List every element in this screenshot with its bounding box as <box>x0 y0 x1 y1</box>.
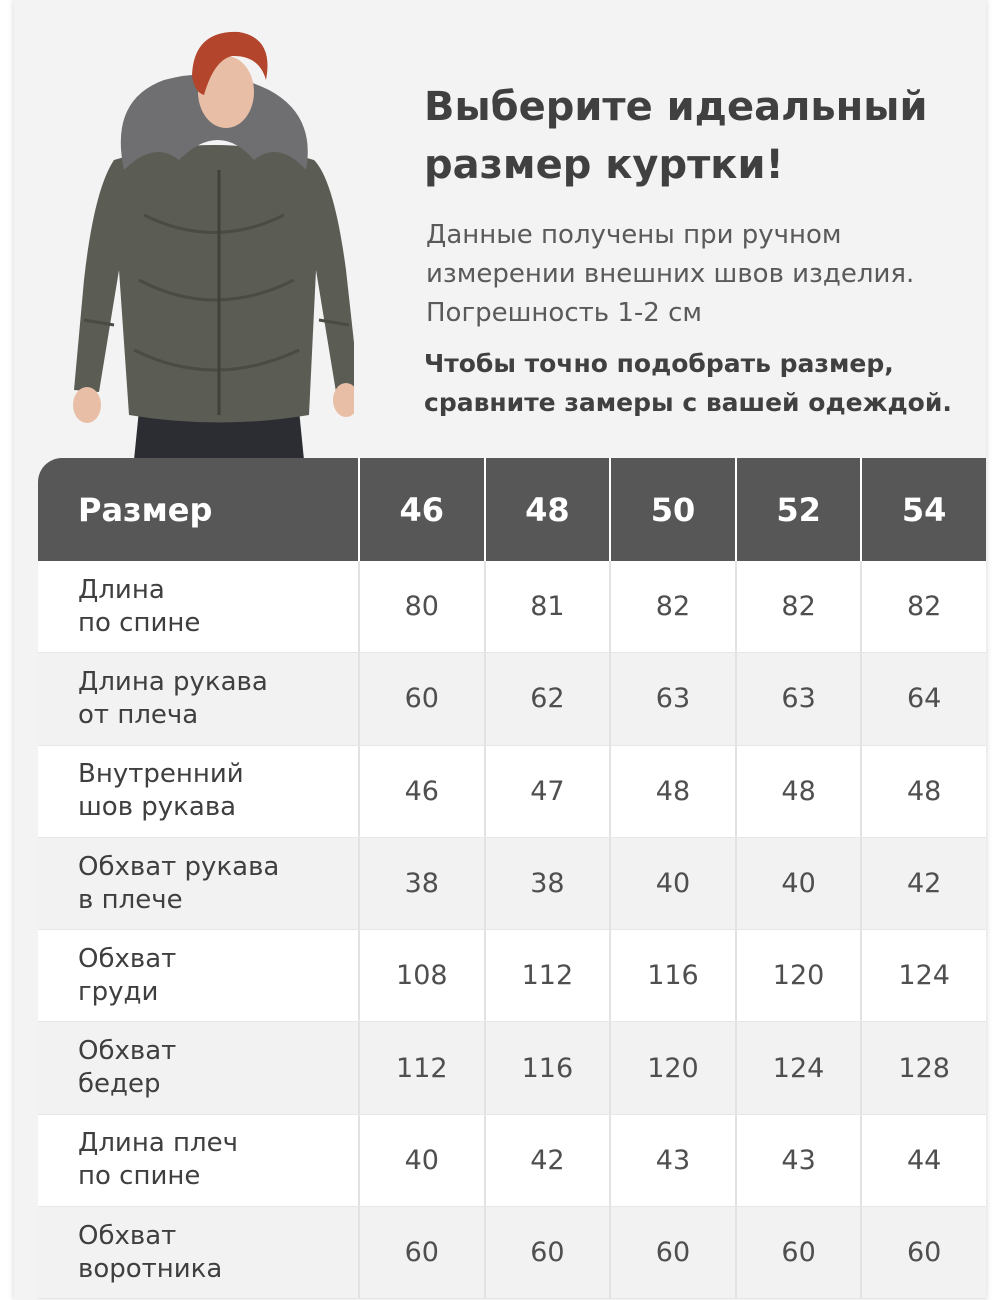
table-cell: 60 <box>860 1207 986 1298</box>
table-cell: 116 <box>484 1022 610 1113</box>
table-row <box>38 653 986 745</box>
table-cell: 42 <box>484 1115 610 1206</box>
table-cell: 120 <box>609 1022 735 1113</box>
table-cell: 43 <box>735 1115 861 1206</box>
note-line-1: Данные получены при ручном <box>426 220 842 250</box>
row-label: Длина рукава от плеча <box>78 666 268 730</box>
table-body <box>38 561 986 1299</box>
table-header <box>38 458 986 561</box>
size-table <box>38 458 986 1299</box>
table-cell: 60 <box>484 1207 610 1298</box>
measurement-note <box>426 216 986 333</box>
tip-line-2: сравните замеры с вашей одеждой. <box>424 388 952 417</box>
table-cell: 80 <box>358 561 484 652</box>
table-cell: 120 <box>735 930 861 1021</box>
header-cell-48: 48 <box>484 458 610 561</box>
table-cell: 63 <box>609 653 735 744</box>
table-cell: 46 <box>358 746 484 837</box>
table-cell: 108 <box>358 930 484 1021</box>
table-row <box>38 838 986 930</box>
table-cell: 60 <box>358 1207 484 1298</box>
header-cell-54: 54 <box>860 458 986 561</box>
table-cell: 82 <box>609 561 735 652</box>
row-label: Внутренний шов рукава <box>78 759 244 823</box>
table-row <box>38 746 986 838</box>
table-cell: 81 <box>484 561 610 652</box>
table-cell: 82 <box>735 561 861 652</box>
table-cell: 44 <box>860 1115 986 1206</box>
table-cell: 62 <box>484 653 610 744</box>
table-cell: 124 <box>735 1022 861 1113</box>
table-cell: 60 <box>358 653 484 744</box>
note-line-2: измерении внешних швов изделия. <box>426 259 915 289</box>
title-line-2: размер куртки! <box>424 142 784 188</box>
row-label: Длина плеч по спине <box>78 1128 238 1192</box>
table-cell: 40 <box>735 838 861 929</box>
title-line-1: Выберите идеальный <box>424 84 928 130</box>
table-cell: 112 <box>358 1022 484 1113</box>
model-in-jacket-image <box>54 20 354 460</box>
table-row <box>38 561 986 653</box>
row-label: Обхват бедер <box>78 1036 177 1100</box>
table-cell: 38 <box>484 838 610 929</box>
row-label: Обхват воротника <box>78 1220 223 1284</box>
table-cell: 48 <box>735 746 861 837</box>
table-cell: 40 <box>358 1115 484 1206</box>
table-cell: 112 <box>484 930 610 1021</box>
table-cell: 124 <box>860 930 986 1021</box>
table-cell: 47 <box>484 746 610 837</box>
tip-line-1: Чтобы точно подобрать размер, <box>424 349 894 378</box>
table-row <box>38 1115 986 1207</box>
row-label: Обхват рукава в плече <box>78 851 280 915</box>
fit-tip <box>424 344 994 422</box>
table-row <box>38 1022 986 1114</box>
header-cell-50: 50 <box>609 458 735 561</box>
note-line-3: Погрешность 1-2 см <box>426 298 702 328</box>
table-cell: 60 <box>735 1207 861 1298</box>
table-cell: 60 <box>609 1207 735 1298</box>
table-cell: 40 <box>609 838 735 929</box>
header-cell-46: 46 <box>358 458 484 561</box>
table-cell: 48 <box>609 746 735 837</box>
table-cell: 64 <box>860 653 986 744</box>
table-cell: 128 <box>860 1022 986 1113</box>
table-cell: 38 <box>358 838 484 929</box>
table-row <box>38 930 986 1022</box>
table-cell: 63 <box>735 653 861 744</box>
table-cell: 82 <box>860 561 986 652</box>
table-row <box>38 1207 986 1299</box>
header-cell-52: 52 <box>735 458 861 561</box>
row-label: Длина по спине <box>78 574 201 638</box>
page-title <box>424 78 984 194</box>
table-cell: 42 <box>860 838 986 929</box>
table-cell: 48 <box>860 746 986 837</box>
table-cell: 116 <box>609 930 735 1021</box>
row-label: Обхват груди <box>78 943 177 1007</box>
header-cell-size: Размер <box>78 490 213 529</box>
table-cell: 43 <box>609 1115 735 1206</box>
